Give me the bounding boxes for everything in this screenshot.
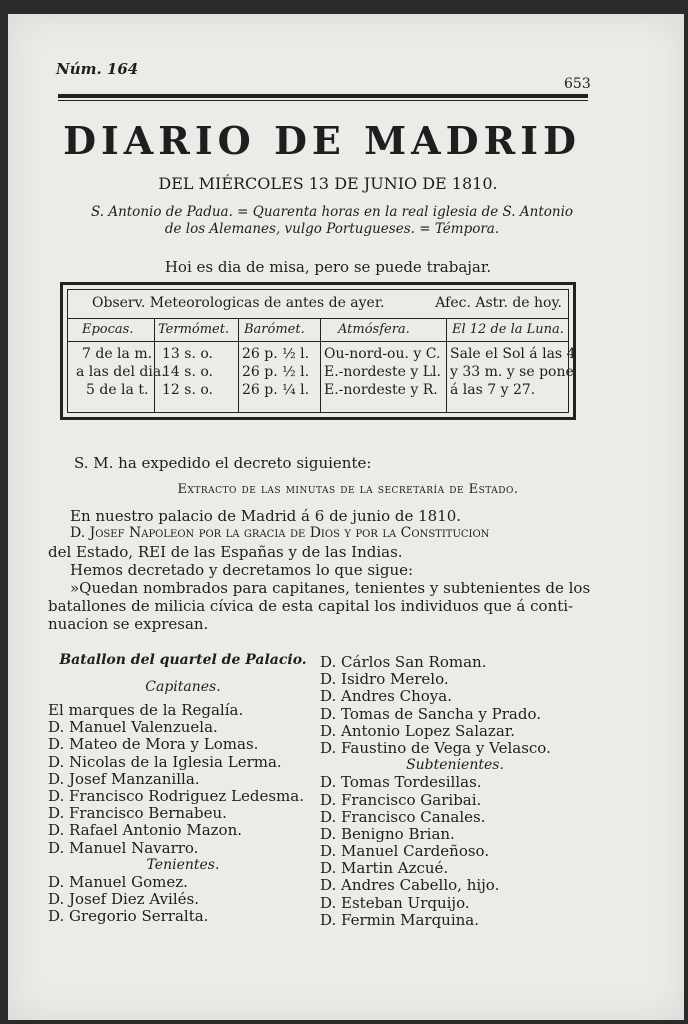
list-item: D. Josef Diez Avilés. <box>48 890 199 909</box>
col-barometro: Barómet. <box>244 322 305 337</box>
col-epocas: Epocas. <box>82 322 134 337</box>
luna-cell: Sale el Sol á las 4 <box>450 346 576 362</box>
baro-cell: 26 p. ½ l. <box>242 346 310 362</box>
capitanes-heading: Capitanes. <box>145 679 221 695</box>
atmos-cell: E.-nordeste y Ll. <box>324 364 441 380</box>
josef-line-2: del Estado, REI de las Españas y de las Indias. <box>48 543 403 561</box>
epoca-cell: 7 de la m. <box>82 346 153 362</box>
misa-notice: Hoi es dia de misa, pero se puede trabajar. <box>164 258 492 276</box>
termo-cell: 13 s. o. <box>162 346 213 362</box>
epoca-cell: a las del dia. <box>76 364 166 380</box>
extracto-heading: Extracto de las minutas de la secretaría de Estado. <box>177 482 519 497</box>
quedan-line-1: »Quedan nombrados para capitanes, tenientes y subtenientes de los <box>70 579 591 597</box>
list-item: D. Francisco Garibai. <box>320 790 482 809</box>
list-item: El marques de la Regalía. <box>48 701 244 719</box>
list-item: D. Nicolas de la Iglesia Lerma. <box>48 752 282 771</box>
atmos-cell: Ou-nord-ou. y C. <box>324 346 441 362</box>
left-column <box>48 650 318 925</box>
decree-intro: S. M. ha expedido el decreto siguiente: <box>74 454 372 472</box>
header-rule-thick <box>58 94 588 98</box>
meteorological-table <box>60 282 576 420</box>
saints-line-2: de los Alemanes, vulgo Portugueses. = Témpora. <box>164 221 500 237</box>
subtenientes-heading: Subtenientes. <box>406 757 504 774</box>
list-item: D. Josef Manzanilla. <box>48 769 200 788</box>
astro-heading: Afec. Astr. de hoy. <box>435 295 562 311</box>
list-item: D. Andres Choya. <box>320 687 452 706</box>
hemos-line: Hemos decretado y decretamos lo que sigue: <box>70 561 414 579</box>
col-atmosfera: Atmósfera. <box>338 322 410 337</box>
meteo-row <box>68 346 576 364</box>
right-column <box>320 654 590 929</box>
newspaper-page <box>8 14 684 1020</box>
baro-cell: 26 p. ½ l. <box>242 364 310 380</box>
list-item: D. Rafael Antonio Mazon. <box>48 821 243 840</box>
list-item: D. Francisco Rodriguez Ledesma. <box>48 786 304 805</box>
list-item: D. Manuel Cardeñoso. <box>320 842 490 861</box>
list-item: D. Manuel Gomez. <box>48 872 188 891</box>
list-item: D. Isidro Merelo. <box>320 670 449 689</box>
meteo-row <box>68 382 568 400</box>
col-termometro: Termómet. <box>158 322 230 337</box>
list-item: D. Francisco Canales. <box>320 807 486 826</box>
list-item: D. Benigno Brian. <box>320 824 455 843</box>
list-item: D. Esteban Urquijo. <box>320 893 470 912</box>
list-item: D. Francisco Bernabeu. <box>48 804 227 823</box>
issue-number: Núm. 164 <box>56 60 139 78</box>
luna-cell: y 33 m. y se pone <box>450 364 574 380</box>
list-item: D. Manuel Navarro. <box>48 838 199 857</box>
saints-line-1: S. Antonio de Padua. = Quarenta horas en la real iglesia de S. Antonio <box>90 204 574 220</box>
termo-cell: 14 s. o. <box>162 364 213 380</box>
meteo-heading: Observ. Meteorologicas de antes de ayer. <box>92 295 385 311</box>
list-item: D. Fermin Marquina. <box>320 910 480 929</box>
list-item: D. Mateo de Mora y Lomas. <box>48 735 259 754</box>
list-item: D. Gregorio Serralta. <box>48 907 209 926</box>
termo-cell: 12 s. o. <box>162 382 213 398</box>
list-item: D. Antonio Lopez Salazar. <box>320 721 516 740</box>
quedan-line-2: batallones de milicia cívica de esta capital los individuos que á conti- <box>48 597 574 615</box>
palace-line: En nuestro palacio de Madrid á 6 de junio de 1810. <box>70 507 462 525</box>
col-luna: El 12 de la Luna. <box>452 322 564 337</box>
issue-date: DEL MIÉRCOLES 13 DE JUNIO DE 1810. <box>158 174 498 193</box>
meteo-row <box>68 364 574 382</box>
masthead-title: DIARIO DE MADRID <box>63 118 581 163</box>
epoca-cell: 5 de la t. <box>86 382 149 398</box>
atmos-cell: E.-nordeste y R. <box>324 382 438 398</box>
quedan-line-3: nuacion se expresan. <box>48 615 209 633</box>
josef-line-1: D. Josef Napoleon por la gracia de Dios y por la Constitucion <box>70 525 490 541</box>
page-number: 653 <box>564 76 591 92</box>
list-item: D. Tomas de Sancha y Prado. <box>320 704 542 723</box>
list-item: D. Manuel Valenzuela. <box>48 718 218 737</box>
list-item: D. Cárlos San Roman. <box>320 653 487 671</box>
list-item: D. Andres Cabello, hijo. <box>320 876 500 895</box>
header-rule-thin <box>58 100 588 101</box>
meteo-column-headers <box>68 318 568 342</box>
luna-cell: á las 7 y 27. <box>450 382 536 398</box>
list-item: D. Tomas Tordesillas. <box>320 773 482 792</box>
saints-notice <box>72 204 592 238</box>
battalion-heading: Batallon del quartel de Palacio. <box>59 652 307 668</box>
list-item: D. Martin Azcué. <box>320 859 449 878</box>
list-item: D. Faustino de Vega y Velasco. <box>320 738 551 757</box>
baro-cell: 26 p. ¼ l. <box>242 382 310 398</box>
tenientes-heading: Tenientes. <box>146 856 220 873</box>
